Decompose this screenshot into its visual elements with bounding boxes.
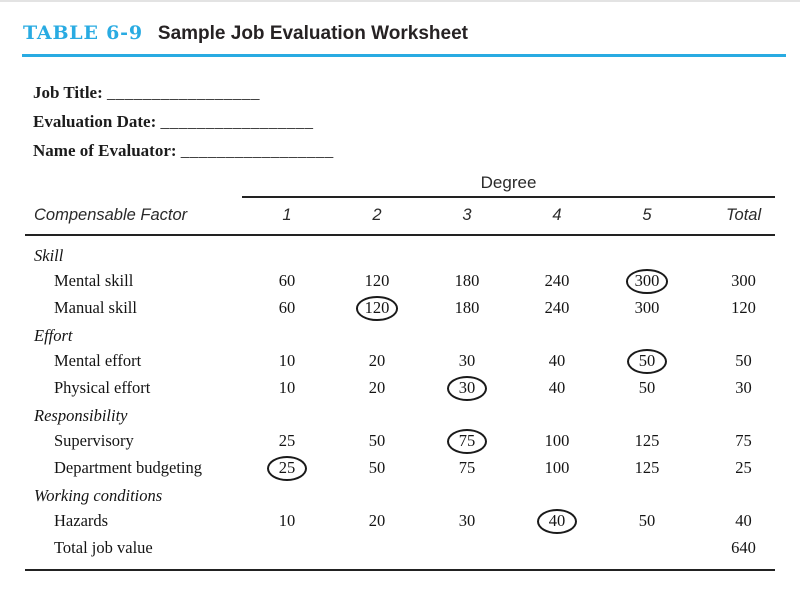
- degree-header: Degree: [242, 173, 775, 197]
- degree-value: 10: [278, 351, 296, 370]
- row-label: Total job value: [54, 538, 153, 557]
- circled-value: 25: [267, 456, 307, 481]
- row-label: Hazards: [54, 511, 109, 530]
- degree-value: 100: [544, 431, 570, 450]
- total-value: 30: [735, 378, 752, 397]
- circled-value: 30: [447, 376, 487, 401]
- section-label: Working conditions: [34, 486, 163, 505]
- degree-value: 60: [278, 271, 296, 290]
- degree-value: 125: [634, 431, 660, 450]
- degree-value: [422, 534, 512, 570]
- degree-value: 180: [454, 271, 480, 290]
- evaluation-date-label: Evaluation Date:: [33, 112, 157, 131]
- degree-value: 180: [454, 298, 480, 317]
- total-value: 640: [731, 538, 756, 557]
- form-line-job-title: [33, 78, 800, 107]
- table-row: [25, 507, 775, 534]
- row-label: Mental skill: [54, 271, 134, 290]
- table-number-label: TABLE 6-9: [23, 22, 143, 44]
- degree-value: [512, 507, 602, 534]
- section-row: [25, 481, 775, 507]
- table-row: [25, 347, 775, 374]
- circled-value: 75: [447, 429, 487, 454]
- section-label: Responsibility: [34, 406, 128, 425]
- degree-value: 50: [638, 378, 656, 397]
- degree-value: 120: [364, 271, 390, 290]
- row-label: Mental effort: [54, 351, 142, 370]
- degree-value: 240: [544, 298, 570, 317]
- degree-value: [242, 534, 332, 570]
- degree-value: 10: [278, 378, 296, 397]
- total-value: 25: [735, 458, 752, 477]
- degree-value: 20: [368, 378, 386, 397]
- degree-value: 75: [458, 458, 476, 477]
- table-row: [25, 294, 775, 321]
- degree-value: [332, 534, 422, 570]
- degree-value: [422, 374, 512, 401]
- total-value: 40: [735, 511, 752, 530]
- row-label: Manual skill: [54, 298, 137, 317]
- column-header-degree-3: 3: [422, 197, 512, 235]
- section-label: Effort: [34, 326, 73, 345]
- table-row: [25, 454, 775, 481]
- degree-header-spacer: [25, 173, 242, 197]
- degree-value: 50: [638, 511, 656, 530]
- degree-value: 50: [368, 458, 386, 477]
- degree-value: 30: [458, 511, 476, 530]
- degree-value: 300: [634, 298, 660, 317]
- table-row: [25, 427, 775, 454]
- row-label: Physical effort: [54, 378, 151, 397]
- job-title-blank: _________________: [107, 83, 260, 102]
- degree-value: 25: [278, 431, 296, 450]
- degree-value: [242, 454, 332, 481]
- total-value: 300: [731, 271, 756, 290]
- job-evaluation-table: [25, 173, 775, 571]
- table-row: [25, 374, 775, 401]
- table-header: [22, 22, 786, 57]
- degree-value: 10: [278, 511, 296, 530]
- table-row: [25, 267, 775, 294]
- column-header-factor: Compensable Factor: [25, 197, 242, 235]
- form-line-evaluation-date: [33, 107, 800, 136]
- worksheet-body: [25, 235, 775, 570]
- degree-value: 20: [368, 511, 386, 530]
- section-row: [25, 235, 775, 267]
- degree-value: [332, 294, 422, 321]
- degree-value: [602, 534, 692, 570]
- table-title: Sample Job Evaluation Worksheet: [157, 23, 468, 44]
- section-label: Skill: [34, 246, 64, 265]
- degree-value: 20: [368, 351, 386, 370]
- table-row: [25, 534, 775, 570]
- section-row: [25, 321, 775, 347]
- form-area: [33, 78, 800, 165]
- column-header-degree-4: 4: [512, 197, 602, 235]
- row-label: Supervisory: [54, 431, 134, 450]
- evaluator-name-blank: _________________: [180, 141, 334, 160]
- degree-value: 60: [278, 298, 296, 317]
- degree-value: 40: [548, 351, 566, 370]
- job-title-label: Job Title:: [33, 83, 103, 102]
- degree-value: 240: [544, 271, 570, 290]
- column-header-degree-5: 5: [602, 197, 692, 235]
- degree-value: 125: [634, 458, 660, 477]
- degree-value: 100: [544, 458, 570, 477]
- total-value: 50: [735, 351, 752, 370]
- degree-value: [602, 267, 692, 294]
- column-header-row: [25, 197, 775, 235]
- row-label: Department budgeting: [54, 458, 203, 477]
- total-value: 120: [731, 298, 756, 317]
- total-value: 75: [735, 431, 752, 450]
- degree-header-row: [25, 173, 775, 197]
- circled-value: 50: [627, 349, 667, 374]
- circled-value: 300: [626, 269, 669, 294]
- section-row: [25, 401, 775, 427]
- degree-value: 30: [458, 351, 476, 370]
- column-header-degree-1: 1: [242, 197, 332, 235]
- circled-value: 40: [537, 509, 577, 534]
- evaluator-name-label: Name of Evaluator:: [33, 141, 177, 160]
- evaluation-date-blank: _________________: [160, 112, 314, 131]
- degree-value: [602, 347, 692, 374]
- circled-value: 120: [356, 296, 399, 321]
- degree-value: [512, 534, 602, 570]
- degree-value: 50: [368, 431, 386, 450]
- form-line-evaluator-name: [33, 136, 800, 165]
- degree-value: [422, 427, 512, 454]
- degree-value: 40: [548, 378, 566, 397]
- column-header-degree-2: 2: [332, 197, 422, 235]
- column-header-total: Total: [692, 197, 775, 235]
